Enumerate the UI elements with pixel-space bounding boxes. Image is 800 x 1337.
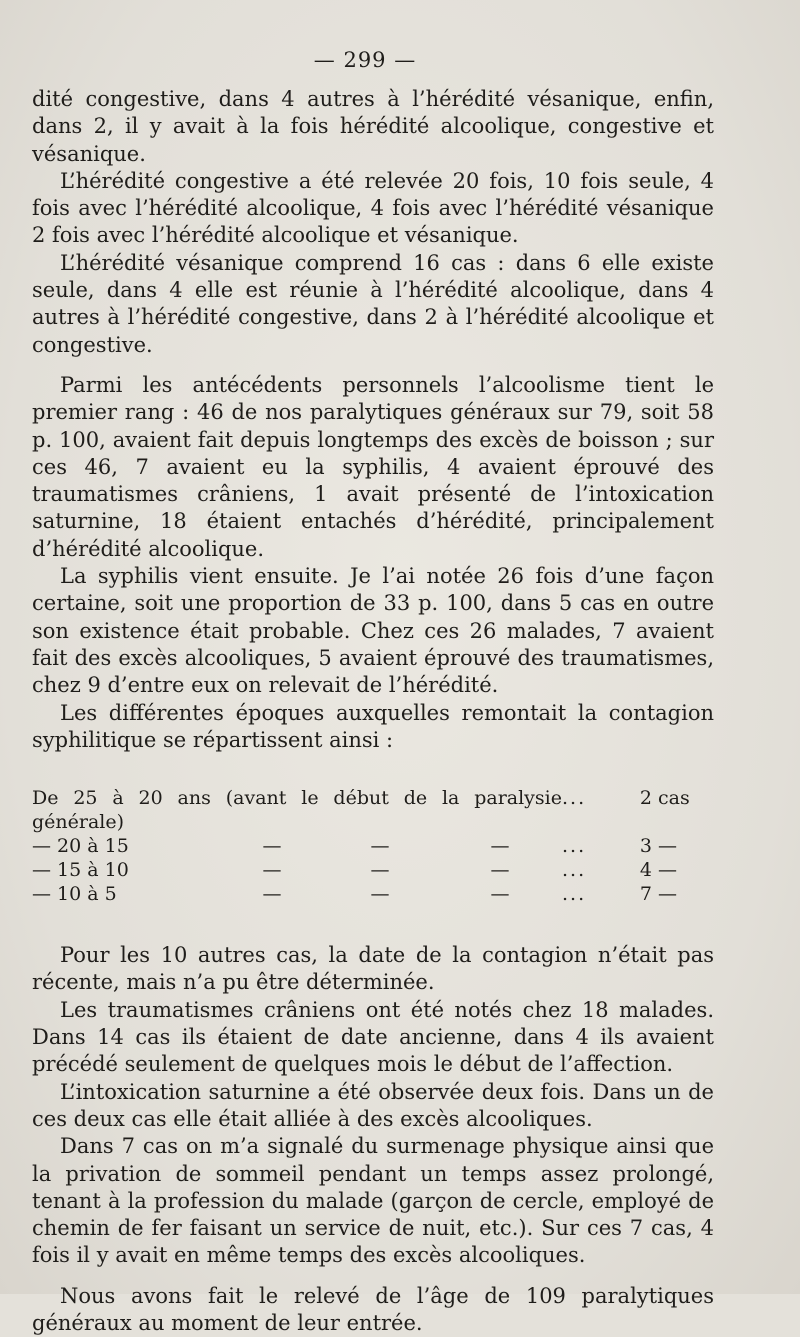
row-unit: —	[658, 883, 677, 906]
page-number: — 299 —	[313, 48, 417, 72]
ditto-mark: —	[490, 835, 510, 858]
row-count: 4	[639, 859, 652, 882]
table-row	[32, 882, 714, 906]
paragraph: La syphilis vient ensuite. Je l’ai notée 26 fois d’une façon certaine, soit une proportion de 33 p. 100, dans 5 cas en outre son existence était probable. Chez ces 26 malades, 7 avaient fait des excès alcooliques, 5 avaient éprouvé des traumatismes, chez 9 d’entre eux on relevait de l’hérédité.	[32, 564, 714, 698]
ditto-mark: —	[490, 859, 510, 882]
paragraph: Nous avons fait le relevé de l’âge de 109 paralytiques généraux au moment de leur entrée.	[32, 1283, 714, 1335]
ditto-mark: —	[370, 859, 390, 882]
table-row	[32, 834, 714, 858]
paragraph: Dans 7 cas on m’a signalé du surmenage physique ainsi que la privation de sommeil pendant un temps assez prolongé, tenant à la profession du malade (garçon de cercle, employé de chemin de fer faisant un service de nuit, etc.). Sur ces 7 cas, 4 fois il y avait en même temps des excès alcooliques.	[32, 1134, 714, 1268]
table-row	[32, 786, 714, 834]
row-range: — 20 à 15	[32, 835, 129, 858]
ditto-mark: —	[490, 883, 510, 906]
ditto-mark: —	[262, 835, 282, 858]
ditto-mark: —	[262, 883, 282, 906]
ditto-mark: —	[370, 835, 390, 858]
row-unit: —	[658, 835, 677, 858]
row-range: — 10 à 5	[32, 883, 117, 906]
table-row	[32, 858, 714, 882]
body-text	[32, 86, 714, 1337]
row-dots: ...	[562, 883, 587, 906]
ditto-mark: —	[370, 883, 390, 906]
row-unit: cas	[658, 787, 690, 810]
row-label: De 25 à 20 ans (avant le début de la paralysie générale)	[32, 787, 562, 834]
contagion-table	[32, 786, 714, 906]
row-dots: ...	[562, 787, 587, 810]
row-unit: —	[658, 859, 677, 882]
paragraph: dité congestive, dans 4 autres à l’hérédité vésanique, enfin, dans 2, il y avait à la fois hérédité alcoolique, congestive et vésanique.	[32, 87, 714, 166]
row-dots: ...	[562, 859, 587, 882]
row-count: 2	[639, 787, 652, 810]
row-dots: ...	[562, 835, 587, 858]
row-count: 3	[639, 835, 652, 858]
ditto-mark: —	[262, 859, 282, 882]
row-range: — 15 à 10	[32, 859, 129, 882]
paragraph: L’intoxication saturnine a été observée deux fois. Dans un de ces deux cas elle était alliée à des excès alcooliques.	[32, 1079, 714, 1131]
paragraph: Les traumatismes crâniens ont été notés chez 18 malades. Dans 14 cas ils étaient de date ancienne, dans 4 ils avaient précédé seulement de quelques mois le début de l’affection.	[32, 997, 714, 1077]
paragraph: Parmi les antécédents personnels l’alcoolisme tient le premier rang : 46 de nos paralytiques généraux sur 79, soit 58 p. 100, avaient fait depuis longtemps des excès de boisson ; sur ces 46, 7 avaient eu la syphilis, 4 avaient éprouvé des traumatismes crâniens, 1 avait présenté de l’intoxication saturnine, 18 étaient entachés d’hérédité, principalement d’hérédité alcoolique.	[32, 372, 714, 561]
paragraph: L’hérédité vésanique comprend 16 cas : dans 6 elle existe seule, dans 4 elle est réunie à l’hérédité alcoolique, dans 4 autres à l’hérédité congestive, dans 2 à l’hérédité alcoolique et congestive.	[32, 250, 714, 357]
paragraph: Les différentes époques auxquelles remontait la contagion syphilitique se répartissent ainsi :	[32, 700, 714, 752]
paragraph: L’hérédité congestive a été relevée 20 fois, 10 fois seule, 4 fois avec l’hérédité alcoolique, 4 fois avec l’hérédité vésanique 2 fois avec l’hérédité alcoolique et vésanique.	[32, 168, 714, 248]
paragraph: Pour les 10 autres cas, la date de la contagion n’était pas récente, mais n’a pu être déterminée.	[32, 943, 714, 995]
row-count: 7	[639, 883, 652, 906]
